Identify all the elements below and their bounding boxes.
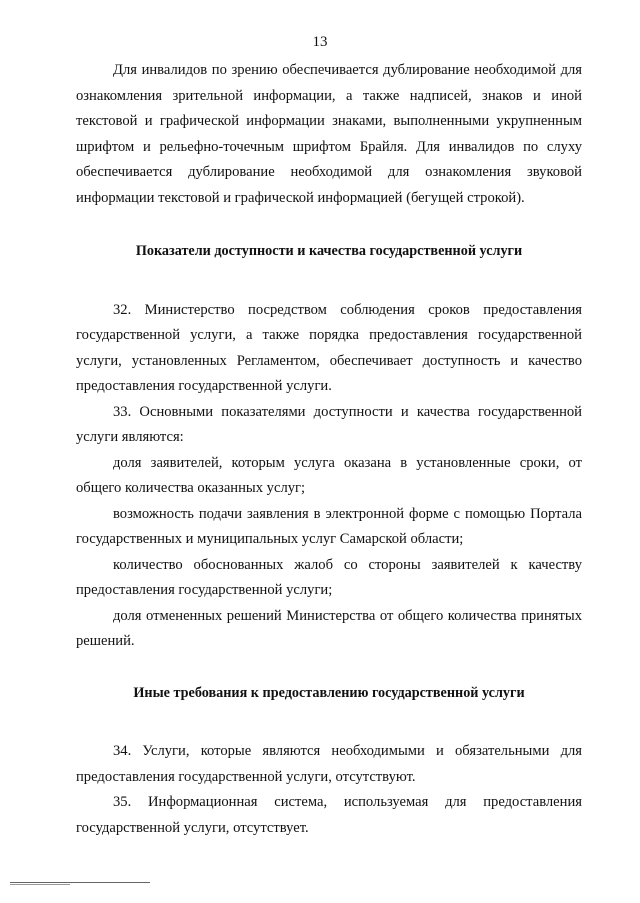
paragraph-32: 32. Министерство посредством соблюдения сроков предоставления государственной услуги, а также порядка предоставления государственной услуги, установленных Регламентом, обеспечивает доступность и качество предоставления государственной услуги. [76, 301, 582, 394]
paragraph-33: 33. Основными показателями доступности и качества государственной услуги являются: [76, 403, 582, 445]
footer-divider-short [10, 884, 70, 885]
section-heading-other-requirements: Иные требования к предоставлению государственной услуги [133, 684, 525, 701]
paragraph-34: 34. Услуги, которые являются необходимыми и обязательными для предоставления государственной услуги, отсутствуют. [76, 743, 582, 785]
document-body [76, 58, 582, 841]
list-item-complaints: количество обоснованных жалоб со стороны заявителей к качеству предоставления государственной услуги; [76, 556, 582, 598]
paragraph-visual-impairment: Для инвалидов по зрению обеспечивается дублирование необходимой для ознакомления зрительной информации, а также надписей, знаков и иной текстовой и графической информации знаками, выполненными укрупненным шрифтом и рельефно-точечным шрифтом Брайля. Для инвалидов по слуху обеспечивается дублирование необходимой для ознакомления звуковой информации текстовой и графической информацией (бегущей строкой). [76, 62, 582, 206]
paragraph-35: 35. Информационная система, используемая для предоставления государственной услуги, отсутствует. [76, 794, 582, 836]
footer-divider [10, 882, 150, 883]
section-heading-accessibility: Показатели доступности и качества государственной услуги [135, 243, 523, 259]
list-item-cancelled-decisions: доля отмененных решений Министерства от общего количества принятых решений. [76, 607, 582, 649]
list-item-electronic-submission: возможность подачи заявления в электронной форме с помощью Портала государственных и муниципальных услуг Самарской области; [76, 505, 582, 547]
page-number: 13 [312, 34, 328, 50]
list-item-timely-service: доля заявителей, которым услуга оказана в установленные сроки, от общего количества оказанных услуг; [76, 454, 582, 496]
